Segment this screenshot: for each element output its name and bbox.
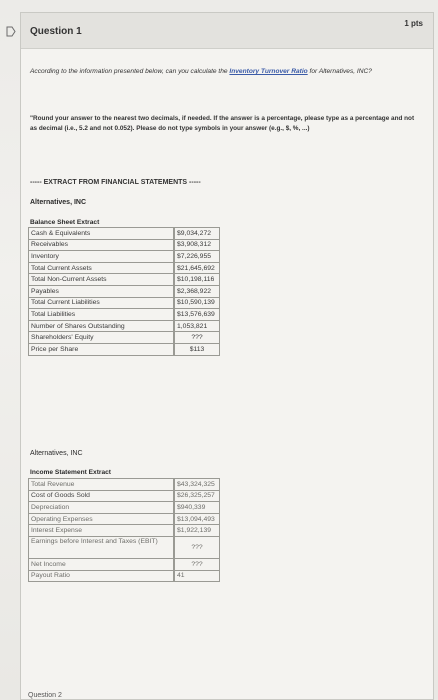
table-row: Payout Ratio 41 [29,570,220,582]
question-flag-icon[interactable] [5,26,16,37]
is-company-name: Alternatives, INC [30,450,83,457]
bs-company-name: Alternatives, INC [30,199,87,206]
table-row: Interest Expense $1,922,139 [29,525,220,537]
table-row: Price per Share $113 [29,343,220,355]
table-row: Cost of Goods Sold $26,325,257 [29,490,220,502]
question-card [20,12,434,700]
table-row: Depreciation $940,339 [29,502,220,514]
table-row: Shareholders' Equity ??? [29,332,220,344]
question-points: 1 pts [404,19,423,28]
bs-title: Balance Sheet Extract [30,219,100,226]
question-title: Question 1 [30,26,82,37]
is-title: Income Statement Extract [30,469,111,476]
table-row: Number of Shares Outstanding 1,053,821 [29,320,220,332]
table-row: Receivables $3,908,312 [29,239,220,251]
table-row: Cash & Equivalents $9,034,272 [29,228,220,240]
table-row: Inventory $7,226,955 [29,251,220,263]
table-row: Total Liabilities $13,576,639 [29,309,220,321]
extract-header: ----- EXTRACT FROM FINANCIAL STATEMENTS ----- [30,179,201,186]
table-row: Total Current Assets $21,645,692 [29,262,220,274]
table-row: Total Revenue $43,324,325 [29,479,220,491]
table-row: Earnings before Interest and Taxes (EBIT) ??? [29,536,220,558]
rounding-note: "Round your answer to the nearest two decimals, if needed. If the answer is a percentage, please type as a percentage and not as decimal (i.e., 5.2 and not 0.052). Please do not type symbols in your answer (e.g., $, %, ...) [30,115,415,132]
question-text: According to the information presented below, can you calculate the Inventory Turnover Ratio for Alternatives, INC? [30,68,372,75]
income-statement-table [28,478,220,582]
table-row: Total Non-Current Assets $10,198,116 [29,274,220,286]
table-row: Total Current Liabilities $10,590,139 [29,297,220,309]
inventory-turnover-link[interactable]: Inventory Turnover Ratio [229,68,308,75]
question-header [21,13,433,49]
next-question-title: Question 2 [28,692,62,699]
table-row: Net Income ??? [29,558,220,570]
table-row: Payables $2,368,922 [29,285,220,297]
table-row: Operating Expenses $13,094,493 [29,513,220,525]
balance-sheet-table [28,227,220,356]
